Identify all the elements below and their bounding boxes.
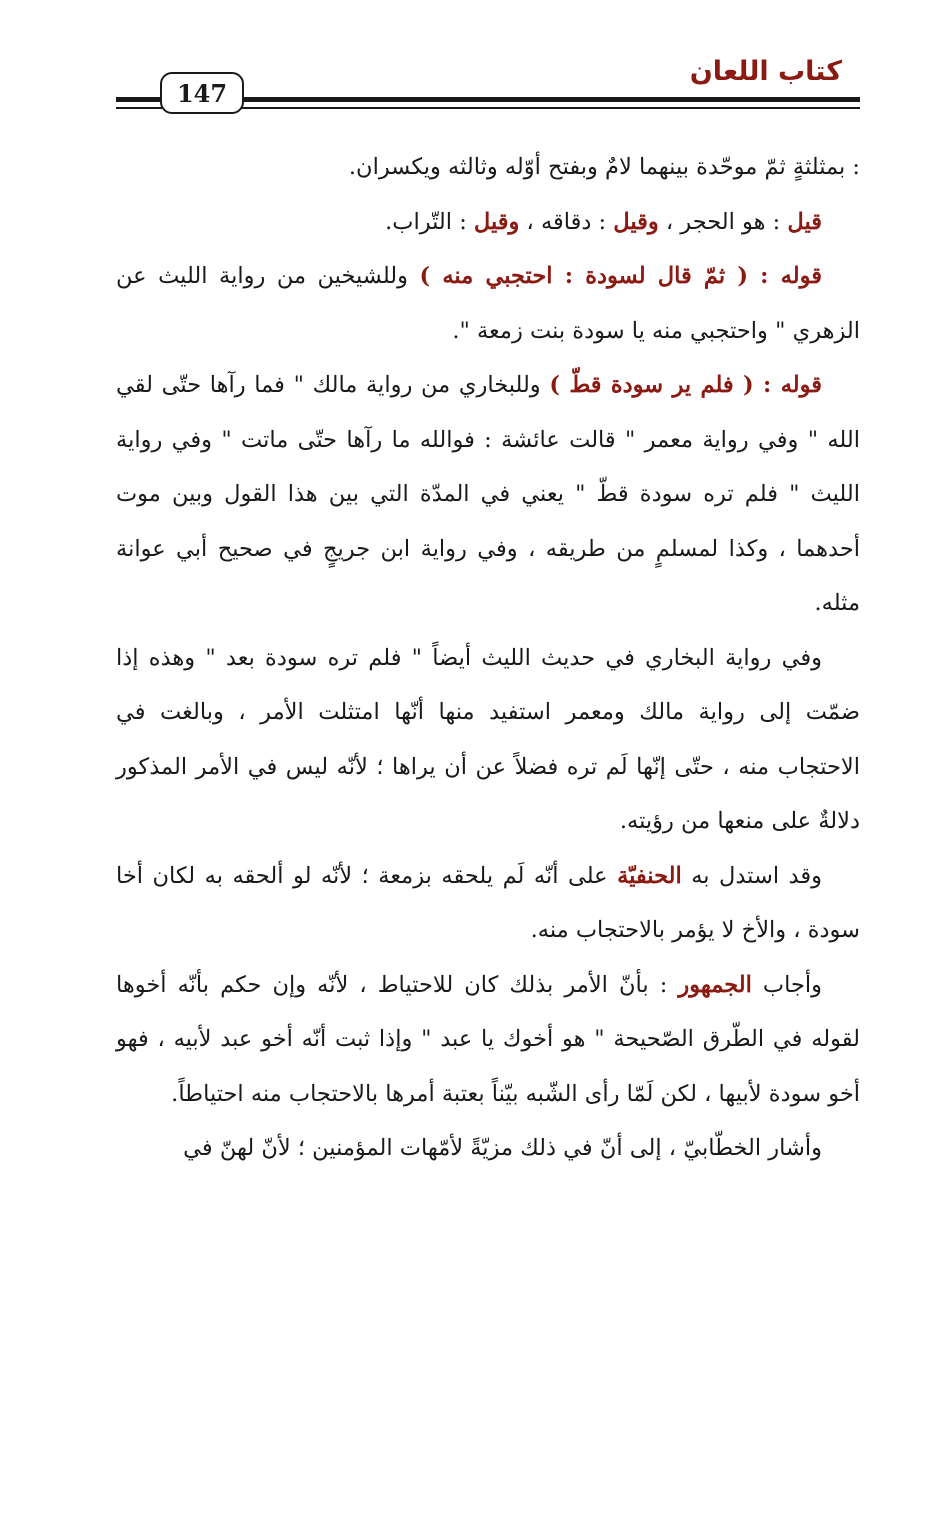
text-segment: : هو الحجر ، — [658, 208, 788, 235]
page-number: 147 — [160, 72, 244, 114]
page-header — [116, 52, 860, 122]
paragraph — [116, 195, 860, 250]
paragraph — [116, 849, 860, 958]
text-segment: : بأنّ الأمر بذلك كان للاحتياط ، لأنّه وإن حكم بأنّه أخوها لقوله في الطّرق الصّحيحة " هو أخوك يا عبد " وإذا ثبت أنّه أخو عبد لأبيه ، فهو أخو سودة لأبيها ، لكن لَمّا رأى الشّبه بيّناً بعتبة أمرها بالاحتجاب منه احتياطاً. — [116, 971, 860, 1107]
paragraph — [116, 140, 860, 195]
highlighted-term: وقيل — [613, 208, 659, 235]
highlighted-term: وقيل — [473, 208, 520, 235]
text-segment: وقد استدل به — [681, 862, 822, 889]
highlighted-term: قيل — [787, 208, 822, 235]
text-segment: : دقاقه ، — [519, 208, 614, 235]
quoted-phrase: قوله : ( ثمّ قال لسودة : احتجبي منه ) — [419, 263, 822, 289]
text-segment: وللبخاري من رواية مالك " فما رآها حتّى لقي الله " وفي رواية معمر " قالت عائشة : فوالله ما رآها حتّى ماتت " وفي رواية الليث " فلم تره سودة قطّ " يعني في المدّة التي بين هذا القول وبين موت أحدهما ، وكذا لمسلمٍ من طريقه ، وفي رواية ابن جريجٍ في صحيح أبي عوانة مثله. — [116, 372, 860, 616]
text-segment: : التّراب. — [385, 208, 474, 235]
body-text — [116, 140, 860, 1176]
book-title: كتاب اللعان — [689, 56, 842, 87]
paragraph — [116, 958, 860, 1122]
highlighted-term: الحنفيّة — [617, 862, 682, 889]
paragraph — [116, 249, 860, 358]
text-segment: وأشار الخطّابيّ ، إلى أنّ في ذلك مزيّةً لأمّهات المؤمنين ؛ لأنّ لهنّ في — [183, 1135, 822, 1161]
paragraph — [116, 358, 860, 631]
quoted-phrase: قوله : ( فلم ير سودة قطّ ) — [549, 372, 822, 398]
highlighted-term: الجمهور — [678, 971, 752, 998]
text-segment: على أنّه لَم يلحقه بزمعة ؛ لأنّه لو ألحقه به لكان أخا سودة ، والأخ لا يؤمر بالاحتجاب منه. — [116, 862, 860, 943]
paragraph — [116, 631, 860, 849]
text-segment: وللشيخين من رواية الليث عن الزهري " واحتجبي منه يا سودة بنت زمعة ". — [116, 263, 860, 344]
text-segment: وفي رواية البخاري في حديث الليث أيضاً " فلم تره سودة بعد " وهذه إذا ضمّت إلى رواية مالك ومعمر استفيد منها أنّها امتثلت الأمر ، وبالغت في الاحتجاب منه ، حتّى إنّها لَم تره فضلاً عن أن يراها ؛ لأنّه ليس في الأمر المذكور دلالةٌ على منعها من رؤيته. — [116, 644, 860, 834]
paragraph — [116, 1121, 860, 1176]
text-segment: : بمثلثةٍ ثمّ موحّدة بينهما لامٌ وبفتح أوّله وثالثه ويكسران. — [348, 154, 860, 180]
text-segment: وأجاب — [751, 971, 822, 998]
